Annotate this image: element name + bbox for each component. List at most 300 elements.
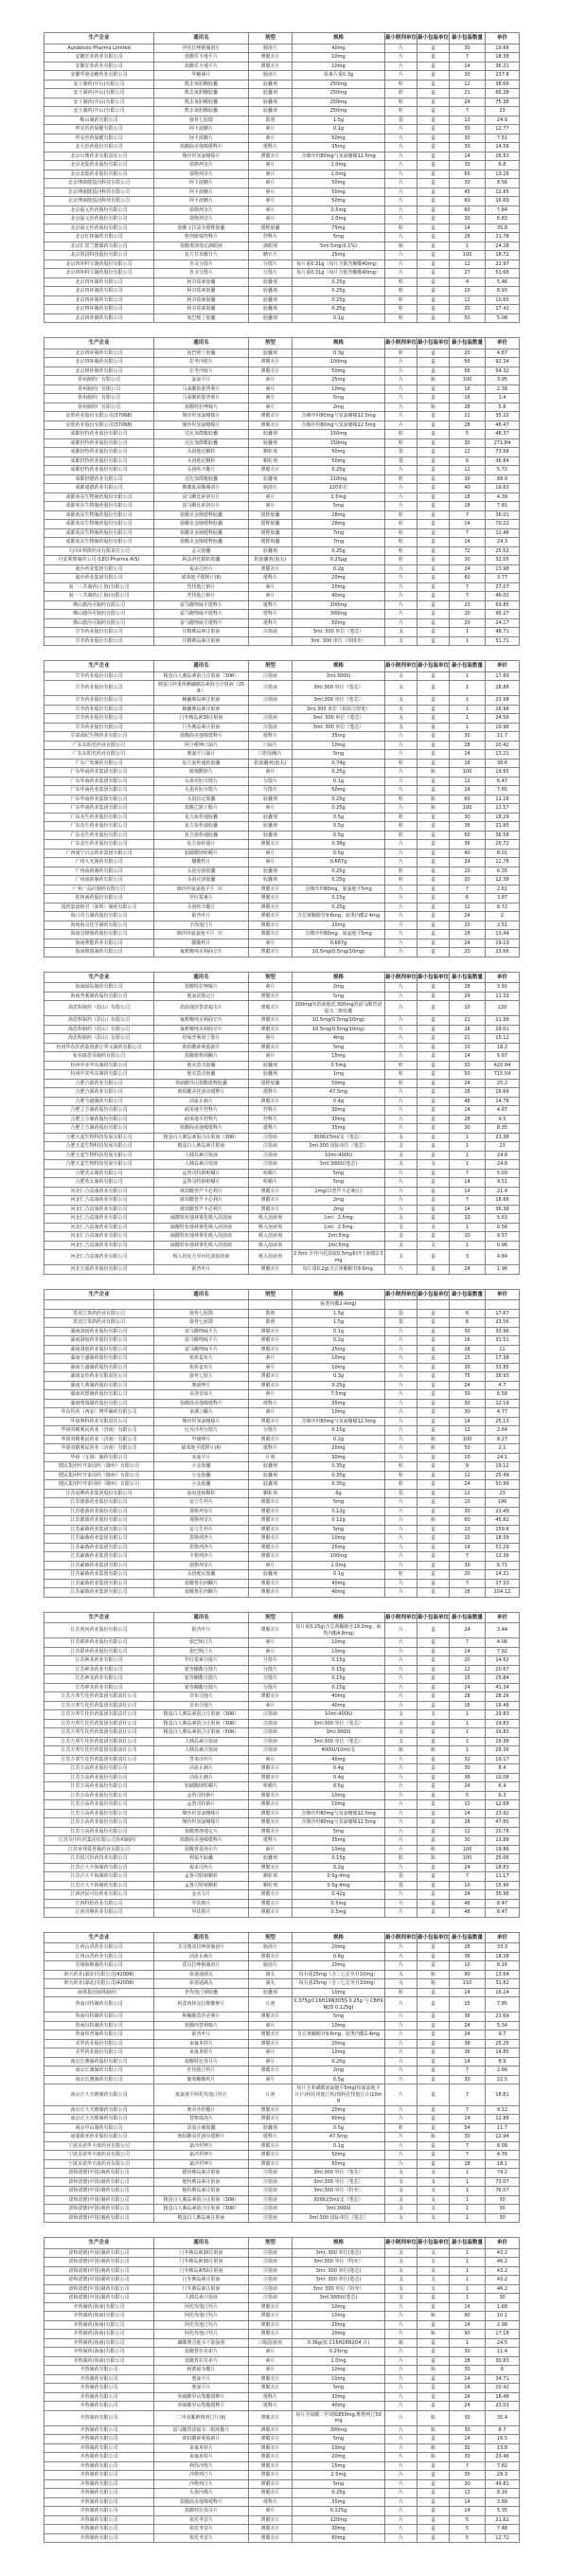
table-row [44, 1214, 520, 1224]
cell: 25.84 [486, 1674, 520, 1684]
cell: 9.57 [486, 1232, 520, 1242]
cell: 2ml:5mg [293, 1232, 385, 1242]
cell: 盒 [417, 1863, 450, 1872]
cell: 0.25g [293, 903, 385, 912]
cell: Aurobindo Pharma Limited [44, 44, 154, 53]
cell: 69.85 [486, 600, 520, 610]
cell: 注射液 [249, 2258, 293, 2267]
cell: 46.2 [486, 2284, 520, 2294]
table-row [44, 134, 520, 143]
cell: 0.375g(C16H19N3O5S 0.25g 与 C8H9NO5 0.125g) [293, 1998, 383, 2011]
cell: 薄膜衣片 [249, 62, 293, 71]
cell: 瓶 [417, 2453, 450, 2462]
cell: 盐酸特拉唑嗪片 [154, 402, 249, 412]
cell: 海思科制药（眉山）有限公司 [44, 1025, 154, 1034]
cell: 盒 [417, 438, 450, 448]
cell: 片 [385, 1106, 417, 1116]
cell: 胶囊剂 [249, 305, 293, 314]
cell: 齐鲁制药有限公司 [44, 2443, 154, 2453]
cell: 阿托伐他汀钙片 [154, 2320, 249, 2330]
cell: 注射液 [249, 2284, 293, 2294]
column-header: 生产企业 [44, 33, 154, 45]
table-row [44, 1701, 520, 1710]
cell: 20.42 [486, 2384, 520, 2393]
cell: 盒 [417, 867, 450, 876]
cell: 10 [450, 116, 486, 125]
cell: 富马酸喹硫平片 [154, 1327, 249, 1336]
cell: 北京四环制药有限公司 [44, 305, 154, 314]
cell: 1 [450, 1151, 486, 1160]
cell: 12 [450, 448, 486, 457]
cell: 30 [450, 1507, 486, 1516]
cell: 支 [385, 2169, 417, 2178]
cell: 21.99 [486, 1016, 520, 1026]
cell: 瓶 [417, 2312, 450, 2321]
cell: 齐鲁制药(海南)有限公司 [44, 2338, 154, 2348]
cell: 24 [450, 1683, 486, 1692]
cell: 片 [385, 1025, 417, 1034]
table-row [44, 2507, 520, 2516]
cell: 缓释胶囊 [249, 520, 293, 529]
cell: 14 [450, 1647, 486, 1656]
cell: 24 [450, 1079, 486, 1088]
cell: 28 [450, 1088, 486, 1098]
cell: 盒 [417, 1827, 450, 1836]
cell: 胶囊剂 [249, 867, 293, 876]
cell: 瓶 [385, 242, 417, 251]
column-header: 通用名 [154, 2238, 249, 2249]
cell: 他克莫司胶囊 [154, 1070, 249, 1080]
cell: 28 [450, 741, 486, 750]
cell: 薄膜衣片 [249, 2374, 293, 2384]
cell: 注射液 [249, 1746, 293, 1756]
cell: 12.38 [486, 876, 520, 886]
cell: 粒 [385, 546, 417, 556]
cell: 33.3 [486, 1943, 520, 1953]
cell: 广东广发制药有限公司 [44, 759, 154, 768]
table-row [44, 215, 520, 224]
cell: 厄贝沙坦分散片 [154, 1426, 249, 1436]
cell: 阿奇霉素胶囊 [154, 277, 249, 287]
cell: 胶囊剂 [249, 813, 293, 822]
cell: 素片 [249, 1363, 293, 1372]
cell: 19.17 [486, 1755, 520, 1764]
cell: 片 [385, 2479, 417, 2489]
cell: 7 [450, 1196, 486, 1206]
cell: 18.38 [486, 53, 520, 63]
cell: 片 [385, 983, 417, 993]
cell: 支 [385, 1232, 417, 1242]
cell: 支 [385, 2187, 417, 2196]
cell: 1 [450, 2258, 486, 2267]
cell: 盒 [417, 1250, 450, 1265]
cell: 胶囊剂 [249, 287, 293, 296]
column-header: 单价 [486, 661, 520, 672]
cell: 粒 [385, 822, 417, 832]
cell: 25mg [293, 1345, 385, 1354]
table-row [44, 1070, 520, 1080]
cell: 注射液 [249, 628, 293, 637]
cell: 0.1g [293, 125, 385, 134]
cell: 支 [417, 2205, 450, 2214]
cell: 盒 [417, 1755, 450, 1764]
table-row [44, 894, 520, 903]
cell: 25mg [293, 251, 385, 260]
cell: 薄膜衣片 [249, 1552, 293, 1562]
cell: 21.62 [486, 2515, 520, 2525]
cell: 薄膜衣片 [249, 1507, 293, 1516]
cell: 盒 [417, 1800, 450, 1810]
cell: 19.19 [486, 939, 520, 948]
cell: 盒 [417, 1656, 450, 1666]
cell: 注射液 [249, 681, 293, 696]
cell: 江苏亚邦爱普森药业有限公司 [44, 1845, 154, 1854]
cell: 5.34 [486, 2021, 520, 2030]
table-row [44, 1623, 520, 1638]
table-row [44, 376, 520, 385]
cell: 盐酸美金刚缓释胶囊 [154, 520, 249, 529]
cell: 支 [385, 2205, 417, 2214]
table-row [44, 1223, 520, 1232]
cell: 广州南新制药有限公司 [44, 876, 154, 886]
table-row [44, 1444, 520, 1454]
cell: 散剂 [249, 116, 293, 125]
cell: 1 [450, 2284, 486, 2294]
column-header: 规格 [293, 1932, 385, 1943]
table-row [44, 1265, 520, 1275]
cell: 每片重0.31g（每片含银杏酮酯40mg） [293, 269, 385, 278]
cell: 含缬沙坦80mg与氢氯噻嗪12.5mg [293, 412, 385, 421]
cell: 支 [385, 671, 417, 681]
cell: 支 [385, 723, 417, 732]
cell: 盐酸奥洛他定滴眼液 [154, 242, 249, 251]
cell: 活血止痛片 [154, 1952, 249, 1961]
cell: 3ml:300IU(笔芯) [293, 2294, 385, 2303]
cell: 支 [385, 2276, 417, 2285]
cell: 12 [450, 1827, 486, 1836]
cell: 河北仁合益康药业有限公司 [44, 1196, 154, 1206]
cell: 7 [450, 1579, 486, 1588]
cell: 盒 [417, 1265, 450, 1275]
cell: 河北仁合益康药业有限公司 [44, 1187, 154, 1196]
cell: 胶囊剂 [249, 295, 293, 305]
cell: 常州制药厂有限公司 [44, 385, 154, 394]
cell: 片 [385, 1453, 417, 1462]
cell: 50mg [293, 786, 385, 796]
cell: 28 [450, 2159, 486, 2169]
cell: 715.59 [486, 1070, 520, 1080]
cell: 24.8 [486, 1151, 520, 1160]
cell: 片 [385, 2374, 417, 2384]
table-row [44, 179, 520, 188]
cell: 薄膜衣片 [249, 1025, 293, 1034]
cell: 片 [385, 903, 417, 912]
table-row [44, 912, 520, 921]
cell: 江苏豪森药业集团有限公司 [44, 1552, 154, 1562]
cell: 盒 [417, 681, 450, 696]
column-header: 通用名 [154, 972, 249, 983]
cell: 1 [450, 681, 486, 696]
cell: 片 [385, 1426, 417, 1436]
cell: 盐酸曲美他嗪缓释片 [154, 1836, 249, 1846]
cell: 48 [450, 1908, 486, 1918]
cell: 门冬胰岛素30注射液 [154, 714, 249, 724]
cell: 宁波美诺华天康药业有限公司 [44, 2141, 154, 2151]
cell: 素片 [249, 1354, 293, 1364]
cell: 片 [385, 2012, 417, 2022]
cell: 缓释片 [249, 1444, 293, 1454]
cell: 齐鲁制药有限公司 [44, 2489, 154, 2498]
cell: 合肥立方制药股份有限公司 [44, 1106, 154, 1116]
cell: 成都苑东生物制药股份有限公司 [44, 520, 154, 529]
cell: 肠溶片 [249, 71, 293, 80]
cell: 片 [385, 1187, 417, 1196]
cell: 粒 [385, 80, 417, 89]
cell: 片 [385, 2105, 417, 2115]
cell: 0.25g [293, 1381, 385, 1390]
cell: 30mg [293, 1106, 385, 1116]
cell: 接骨七厘片 [154, 1372, 249, 1382]
cell: 素片 [249, 394, 293, 403]
column-header: 单价 [486, 338, 520, 349]
cell: 0.25g [293, 2057, 385, 2066]
table-row [44, 1169, 520, 1178]
cell: 5 [450, 2515, 486, 2525]
cell: 单硝酸异山梨酯缓释片 [154, 2402, 249, 2411]
cell: 1 [450, 671, 486, 681]
table-row [44, 71, 520, 80]
cell: 胶囊剂 [249, 89, 293, 98]
cell: 0.5g [293, 822, 385, 832]
cell: 14 [450, 1187, 486, 1196]
cell: 胶囊剂 [249, 349, 293, 358]
cell: 片 [385, 1552, 417, 1562]
cell: 南京正大天晴制药有限公司 [44, 2084, 154, 2106]
cell: 3ml:300IU(笔芯) [293, 1160, 385, 1170]
cell: 拉考沙胺片 [154, 367, 249, 376]
cell: 门冬胰岛素注射液 [154, 723, 249, 732]
table-row [44, 1970, 520, 1979]
cell: 复方血栓通片 [154, 840, 249, 850]
cell: 11.33 [486, 992, 520, 1001]
cell: 24.9 [486, 116, 520, 125]
table-row [44, 822, 520, 832]
cell: 含总黄酮醇苷9.6mg、萜类内酯2.4mg [293, 2030, 385, 2040]
cell: 粒 [385, 1079, 417, 1088]
cell: 30 [450, 1764, 486, 1774]
cell: 普伐他汀钠片 [154, 582, 249, 592]
cell: 成都倍特药业股份有限公司 [44, 456, 154, 466]
table-row [44, 696, 520, 706]
cell: 30 [486, 2205, 520, 2214]
cell: 精蛋白锌重组赖脯胰岛素混合注射液（25R） [154, 681, 249, 696]
cell: 薄膜衣片 [249, 1016, 293, 1026]
cell: 20mg [293, 574, 385, 583]
cell: 1 [450, 2177, 486, 2187]
cell: 20mg [293, 1961, 385, 1971]
cell: 非布司他片 [154, 1692, 249, 1702]
cell: 36.38 [486, 1205, 520, 1214]
cell: 20.42 [486, 741, 520, 750]
cell: 盒 [417, 215, 450, 224]
cell: 含缬沙坦80mg与氢氯噻嗪12.5mg [293, 1818, 385, 1828]
table-section [44, 1612, 520, 1918]
cell: 盒 [417, 2141, 450, 2151]
cell: 盒 [417, 125, 450, 134]
cell: 25.25 [486, 2039, 520, 2048]
cell: 23.38 [486, 1133, 520, 1142]
cell: 3ml:300IU [293, 671, 385, 681]
cell: 盒 [417, 831, 450, 840]
cell: 单硝酸异山梨酯缓释胶囊 [154, 1079, 249, 1088]
cell: 1 [450, 696, 486, 706]
cell: 薄膜衣片 [249, 1097, 293, 1106]
cell: 齐鲁制药有限公司 [44, 2497, 154, 2507]
column-header: 最小制剂单位 [385, 33, 417, 45]
cell: 江苏豪森药业集团有限公司 [44, 1543, 154, 1552]
cell: 齐鲁制药有限公司 [44, 2374, 154, 2384]
cell: 40mg [293, 2402, 385, 2411]
cell: 1ml：2.5mg [293, 1223, 385, 1232]
cell: 富马酸喹硫平片 [154, 1336, 249, 1346]
cell: 阿立哌唑口崩片 [154, 741, 249, 750]
cell: 32.05 [486, 556, 520, 565]
cell: 0.1g [293, 1570, 385, 1580]
cell: 24 [450, 1623, 486, 1638]
cell: 0.2g [293, 1336, 385, 1346]
cell: 薄膜衣片 [249, 2105, 293, 2115]
cell: 北京博康健基因科技有限公司 [44, 197, 154, 206]
cell: 30 [486, 2294, 520, 2303]
table-row [44, 1872, 520, 1882]
cell: 18.83 [486, 1863, 520, 1872]
cell: 40mg [293, 592, 385, 601]
column-header: 最小包装单位 [417, 1612, 450, 1623]
cell: 11.16 [486, 795, 520, 804]
cell: 30 [486, 2213, 520, 2223]
cell: 缓释胶囊 [249, 1079, 293, 1088]
table-row [44, 2141, 520, 2151]
cell: 4.87 [486, 1106, 520, 1116]
cell: 7mg [293, 538, 385, 547]
cell: 粒 [385, 510, 417, 520]
table-section [44, 337, 520, 646]
table-row [44, 1435, 520, 1444]
cell: 60 [450, 170, 486, 179]
cell: 素片 [249, 858, 293, 868]
cell: 盒 [417, 840, 450, 850]
cell: 100 [450, 804, 486, 814]
column-header: 生产企业 [44, 1289, 154, 1300]
table-row [44, 1746, 520, 1756]
cell: 5mg [293, 1827, 385, 1836]
cell: 30 [450, 1390, 486, 1400]
cell: 罗红霉素分散片 [154, 1656, 249, 1666]
cell: 奥氮平片 [154, 2374, 249, 2384]
cell: 片 [385, 502, 417, 511]
cell: 素片 [249, 385, 293, 394]
cell: 6.71 [486, 1561, 520, 1570]
cell: 20mg [293, 1444, 385, 1454]
table-row [44, 1525, 520, 1534]
cell: 薄膜衣片 [249, 1579, 293, 1588]
cell: 薄膜衣片 [249, 1818, 293, 1828]
cell: 注射液 [249, 1728, 293, 1738]
cell: 粒 [385, 1988, 417, 1997]
cell: 常州制药厂有限公司 [44, 376, 154, 385]
table-section [44, 2237, 520, 2543]
cell: 薄膜衣片 [249, 2115, 293, 2124]
cell: 丸 [385, 1970, 417, 1979]
table-row [44, 574, 520, 583]
cell: 安徽宏业药业有限公司 [44, 62, 154, 71]
cell: 马来酸依那普利片 [154, 385, 249, 394]
cell: 5mg [293, 394, 385, 403]
cell: 28 [450, 2356, 486, 2366]
cell: 胶囊剂 [249, 430, 293, 439]
cell: 14.56 [486, 143, 520, 152]
cell: 瓶 [417, 1444, 450, 1454]
cell: 片 [385, 412, 417, 421]
cell: 13.98 [486, 564, 520, 574]
cell: 片 [385, 1088, 417, 1098]
cell: 片 [385, 2384, 417, 2393]
cell: 银杏叶片 [154, 1623, 249, 1638]
cell: 0.25g [293, 795, 385, 804]
cell: 薄膜衣片 [249, 1863, 293, 1872]
cell: 盒 [417, 1115, 450, 1124]
table-row [44, 1160, 520, 1170]
cell: 40mg [293, 1701, 385, 1710]
table-row [44, 1052, 520, 1062]
cell: 盒 [417, 1782, 450, 1792]
cell: 12.36 [486, 1552, 520, 1562]
cell: 片 [385, 1444, 417, 1454]
table-section [44, 32, 520, 323]
column-header: 规格 [293, 338, 385, 349]
cell: 12.77 [486, 125, 520, 134]
table-row [44, 277, 520, 287]
cell: 5mg [293, 750, 385, 760]
table-row [44, 2284, 520, 2294]
cell: 60 [450, 831, 486, 840]
cell: 片 [385, 143, 417, 152]
cell: 支 [385, 1160, 417, 1170]
cell: 50mg [293, 197, 385, 206]
column-header: 通用名 [154, 1612, 249, 1623]
table-row [44, 1043, 520, 1052]
table-row [44, 1507, 520, 1516]
cell: 齐鲁制药有限公司 [44, 2533, 154, 2543]
cell: 7.48 [486, 2525, 520, 2534]
cell: 薄膜衣片 [249, 2039, 293, 2048]
cell: 头孢克洛胶囊 [154, 876, 249, 886]
cell: 薄膜衣片 [249, 921, 293, 930]
cell: 7 [450, 1872, 486, 1882]
cell: 盒 [417, 152, 450, 161]
cell: 胶囊剂 [249, 876, 293, 886]
cell: 8.93 [486, 287, 520, 296]
cell: 13.64 [486, 1970, 520, 1979]
cell: 薄膜衣片 [249, 992, 293, 1001]
cell: 湖南方盛制药股份有限公司 [44, 1363, 154, 1372]
cell: 300mg [293, 2425, 385, 2435]
cell: 盒 [417, 2525, 450, 2534]
table-row [44, 2187, 520, 2196]
cell: 江苏德源药业股份有限公司 [44, 1507, 154, 1516]
table-row [44, 1088, 520, 1098]
table-row [44, 1764, 520, 1774]
